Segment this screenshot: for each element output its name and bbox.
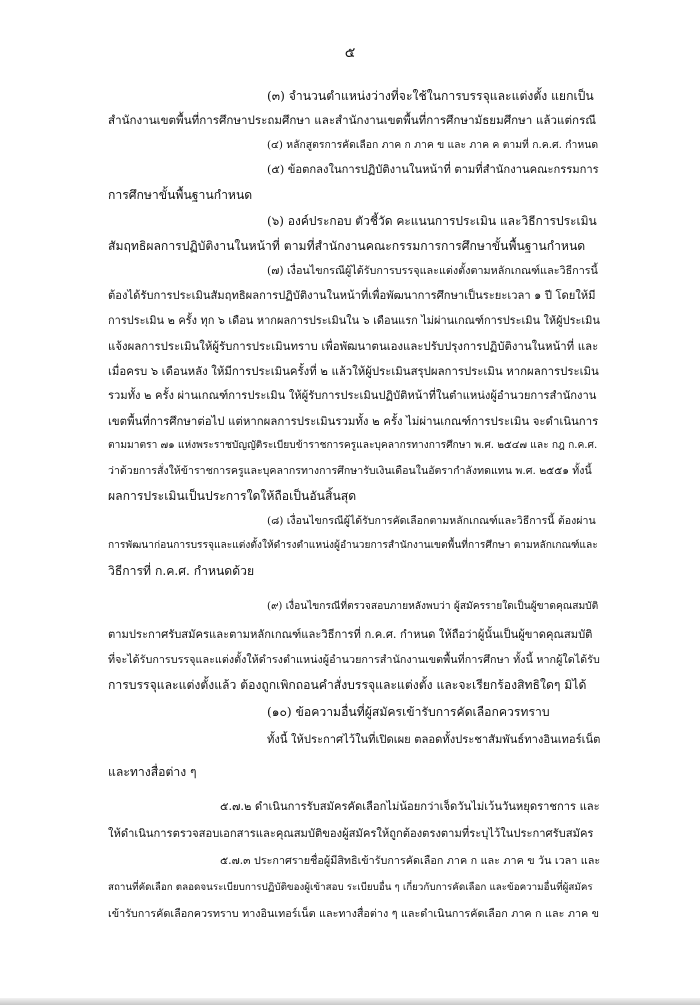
paragraph-line: สถานที่คัดเลือก ตลอดจนระเบียบการปฏิบัติของผู้เข้าสอบ ระเบียบอื่น ๆ เกี่ยวกับการคัดเลือก และข้อความอื่นที่ผู้สมัคร	[108, 882, 593, 893]
paragraph-line: และทางสื่อต่าง ๆ	[108, 765, 197, 779]
paragraph-line: ที่จะได้รับการบรรจุและแต่งตั้งให้ดำรงตำแหน่งผู้อำนวยการสำนักงานเขตพื้นที่การศึกษา ทั้งนี้ หากผู้ใดได้รับ	[108, 653, 600, 666]
paragraph-line: การพัฒนาก่อนการบรรจุและแต่งตั้งให้ดำรงตำแหน่งผู้อำนวยการสำนักงานเขตพื้นที่การศึกษา ตามหลักเกณฑ์และ	[108, 540, 598, 551]
paragraph-line: (๙) เงื่อนไขกรณีที่ตรวจสอบภายหลังพบว่า ผู้สมัครรายใดเป็นผู้ขาดคุณสมบัติ	[267, 601, 599, 612]
paragraph-line: ๕.๗.๓ ประกาศรายชื่อผู้มีสิทธิเข้ารับการคัดเลือก ภาค ก และ ภาค ข วัน เวลา และ	[220, 854, 601, 867]
page-number: ๕	[344, 45, 356, 61]
paragraph-line: ผลการประเมินเป็นประการใดให้ถือเป็นอันสิ้นสุด	[108, 489, 357, 503]
paragraph-line: วิธีการที่ ก.ค.ศ. กำหนดด้วย	[108, 564, 255, 578]
paragraph-line: ทั้งนี้ ให้ประกาศไว้ในที่เปิดเผย ตลอดทั้งประชาสัมพันธ์ทางอินเทอร์เน็ต	[267, 733, 601, 746]
paragraph-line: (๖) องค์ประกอบ ตัวชี้วัด คะแนนการประเมิน และวิธีการประเมิน	[267, 214, 597, 228]
paragraph-line: เมื่อครบ ๖ เดือนหลัง ให้มีการประเมินครั้งที่ ๒ แล้วให้ผู้ประเมินสรุปผลการประเมิน หากผลการประเมิน	[108, 364, 599, 378]
paragraph-line: (๑๐) ข้อความอื่นที่ผู้สมัครเข้ารับการคัดเลือกควรทราบ	[267, 705, 550, 719]
paragraph-line: ตามประกาศรับสมัครและตามหลักเกณฑ์และวิธีการที่ ก.ค.ศ. กำหนด ให้ถือว่าผู้นั้นเป็นผู้ขาดคุณสมบัติ	[108, 628, 593, 641]
paragraph-line: เขตพื้นที่การศึกษาต่อไป แต่หากผลการประเมินรวมทั้ง ๒ ครั้ง ไม่ผ่านเกณฑ์การประเมิน จะดำเนินการ	[108, 414, 599, 428]
paragraph-line: การศึกษาขั้นพื้นฐานกำหนด	[108, 188, 253, 202]
paragraph-line: ตามมาตรา ๗๑ แห่งพระราชบัญญัติระเบียบข้าราชการครูและบุคลากรทางการศึกษา พ.ศ. ๒๕๔๗ และ กฎ ก.ค.ศ.	[108, 440, 598, 451]
paragraph-line: สัมฤทธิผลการปฏิบัติงานในหน้าที่ ตามที่สำนักงานคณะกรรมการการศึกษาขั้นพื้นฐานกำหนด	[108, 239, 586, 253]
paragraph-line: (๗) เงื่อนไขกรณีผู้ได้รับการบรรจุและแต่งตั้งตามหลักเกณฑ์และวิธีการนี้	[267, 264, 598, 277]
paragraph-line: รวมทั้ง ๒ ครั้ง ผ่านเกณฑ์การประเมิน ให้ผู้รับการประเมินปฏิบัติหน้าที่ในตำแหน่งผู้อำนวยการสำนักงาน	[108, 389, 597, 402]
paragraph-line: (๔) หลักสูตรการคัดเลือก ภาค ก ภาค ข และ ภาค ค ตามที่ ก.ค.ศ. กำหนด	[267, 139, 599, 151]
paragraph-line: การบรรจุและแต่งตั้งแล้ว ต้องถูกเพิกถอนคำสั่งบรรจุและแต่งตั้ง และจะเรียกร้องสิทธิใดๆ มิได้	[108, 678, 587, 692]
paragraph-line: สำนักงานเขตพื้นที่การศึกษาประถมศึกษา และสำนักงานเขตพื้นที่การศึกษามัธยมศึกษา แล้วแต่กรณี	[108, 113, 597, 127]
paragraph-line: เข้ารับการคัดเลือกควรทราบ ทางอินเทอร์เน็ต และทางสื่อต่าง ๆ และดำเนินการคัดเลือก ภาค ก และ ภาค ข	[108, 907, 600, 920]
scan-bottom-edge	[0, 998, 700, 1005]
paragraph-line: ให้ดำเนินการตรวจสอบเอกสารและคุณสมบัติของผู้สมัครให้ถูกต้องตรงตามที่ระบุไว้ในประกาศรับสมัคร	[108, 827, 594, 840]
paragraph-line: ว่าด้วยการสั่งให้ข้าราชการครูและบุคลากรทางการศึกษารับเงินเดือนในอัตรากำลังทดแทน พ.ศ. ๒๕๕๑ ทั้งนี้	[108, 465, 592, 477]
paragraph-line: ต้องได้รับการประเมินสัมฤทธิผลการปฏิบัติงานในหน้าที่เพื่อพัฒนาการศึกษาเป็นระยะเวลา ๑ ปี โดยให้มี	[108, 289, 596, 302]
paragraph-line: (๕) ข้อตกลงในการปฏิบัติงานในหน้าที่ ตามที่สำนักงานคณะกรรมการ	[267, 163, 599, 176]
paragraph-line: ๕.๗.๒ ดำเนินการรับสมัครคัดเลือกไม่น้อยกว่าเจ็ดวันไม่เว้นวันหยุดราชการ และ	[220, 800, 600, 813]
paragraph-line: แจ้งผลการประเมินให้ผู้รับการประเมินทราบ เพื่อพัฒนาตนเองและปรับปรุงการปฏิบัติงานในหน้าที่ และ	[108, 339, 599, 353]
paragraph-line: (๓) จำนวนตำแหน่งว่างที่จะใช้ในการบรรจุและแต่งตั้ง แยกเป็น	[267, 89, 594, 103]
paragraph-line: การประเมิน ๒ ครั้ง ทุก ๖ เดือน หากผลการประเมินใน ๖ เดือนแรก ไม่ผ่านเกณฑ์การประเมิน ให้ผู้ประเมิน	[108, 314, 600, 327]
paragraph-line: (๘) เงื่อนไขกรณีผู้ได้รับการคัดเลือกตามหลักเกณฑ์และวิธีการนี้ ต้องผ่าน	[267, 515, 596, 527]
